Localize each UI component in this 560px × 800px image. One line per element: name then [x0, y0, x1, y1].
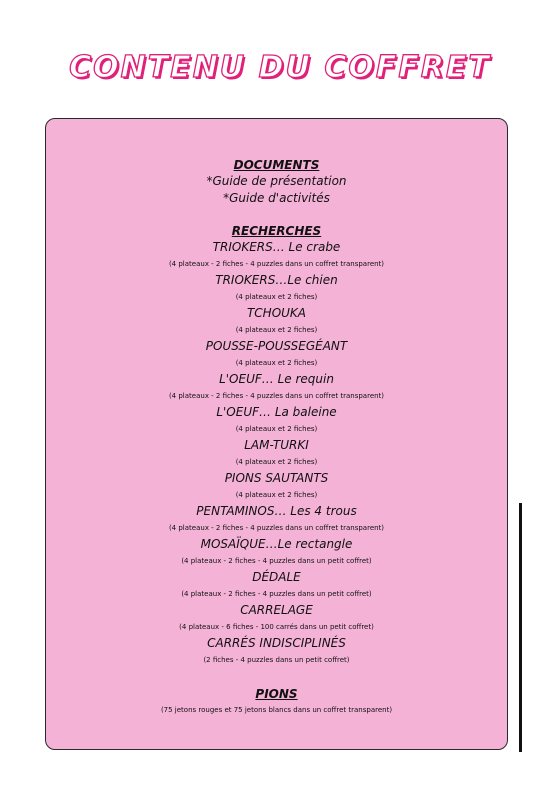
recherche-title: LAM-TURKI — [244, 438, 309, 452]
pions-note: (75 jetons rouges et 75 jetons blancs dans un coffret transparent) — [160, 706, 393, 714]
recherche-note: (4 plateaux - 2 fiches - 4 puzzles dans un coffret transparent) — [168, 524, 385, 532]
document-item: *Guide d'activités — [223, 191, 330, 205]
recherche-title: TCHOUKA — [246, 306, 307, 320]
recherche-note: (4 plateaux - 2 fiches - 4 puzzles dans un petit coffret) — [181, 557, 372, 565]
contents-panel — [45, 118, 508, 750]
recherche-note: (4 plateaux et 2 fiches) — [235, 458, 318, 466]
recherche-title: DÉDALE — [252, 570, 301, 584]
recherche-note: (4 plateaux et 2 fiches) — [235, 491, 318, 499]
recherche-title: CARRÉS INDISCIPLINÉS — [207, 636, 346, 650]
recherche-note: (4 plateaux et 2 fiches) — [235, 359, 318, 367]
recherche-title: MOSAÏQUE…Le rectangle — [200, 537, 353, 551]
margin-bar — [519, 503, 522, 752]
recherche-title: TRIOKERS…Le chien — [215, 273, 338, 287]
recherche-title: L'OEUF… Le requin — [219, 372, 334, 386]
recherche-note: (4 plateaux et 2 fiches) — [235, 293, 318, 301]
contents-list — [46, 157, 507, 718]
recherche-title: CARRELAGE — [240, 603, 313, 617]
documents-heading: DOCUMENTS — [233, 158, 320, 172]
recherche-note: (4 plateaux - 6 fiches - 100 carrés dans un petit coffret) — [179, 623, 374, 631]
recherche-title: L'OEUF… La baleine — [216, 405, 337, 419]
pions-heading: PIONS — [255, 687, 298, 701]
recherche-title: POUSSE-POUSSEGÉANT — [205, 339, 348, 353]
document-item: *Guide de présentation — [206, 174, 347, 188]
recherche-note: (4 plateaux - 2 fiches - 4 puzzles dans un coffret transparent) — [168, 260, 385, 268]
page-title: CONTENU DU COFFRET — [69, 50, 491, 85]
recherche-note: (2 fiches - 4 puzzles dans un petit coffret) — [203, 656, 350, 664]
recherches-heading: RECHERCHES — [231, 224, 322, 238]
recherche-note: (4 plateaux - 2 fiches - 4 puzzles dans un coffret transparent) — [168, 392, 385, 400]
recherche-title: TRIOKERS… Le crabe — [212, 240, 341, 254]
recherche-note: (4 plateaux et 2 fiches) — [235, 425, 318, 433]
recherche-note: (4 plateaux et 2 fiches) — [235, 326, 318, 334]
recherche-title: PENTAMINOS… Les 4 trous — [196, 504, 357, 518]
recherche-note: (4 plateaux - 2 fiches - 4 puzzles dans un petit coffret) — [181, 590, 372, 598]
recherche-title: PIONS SAUTANTS — [224, 471, 329, 485]
